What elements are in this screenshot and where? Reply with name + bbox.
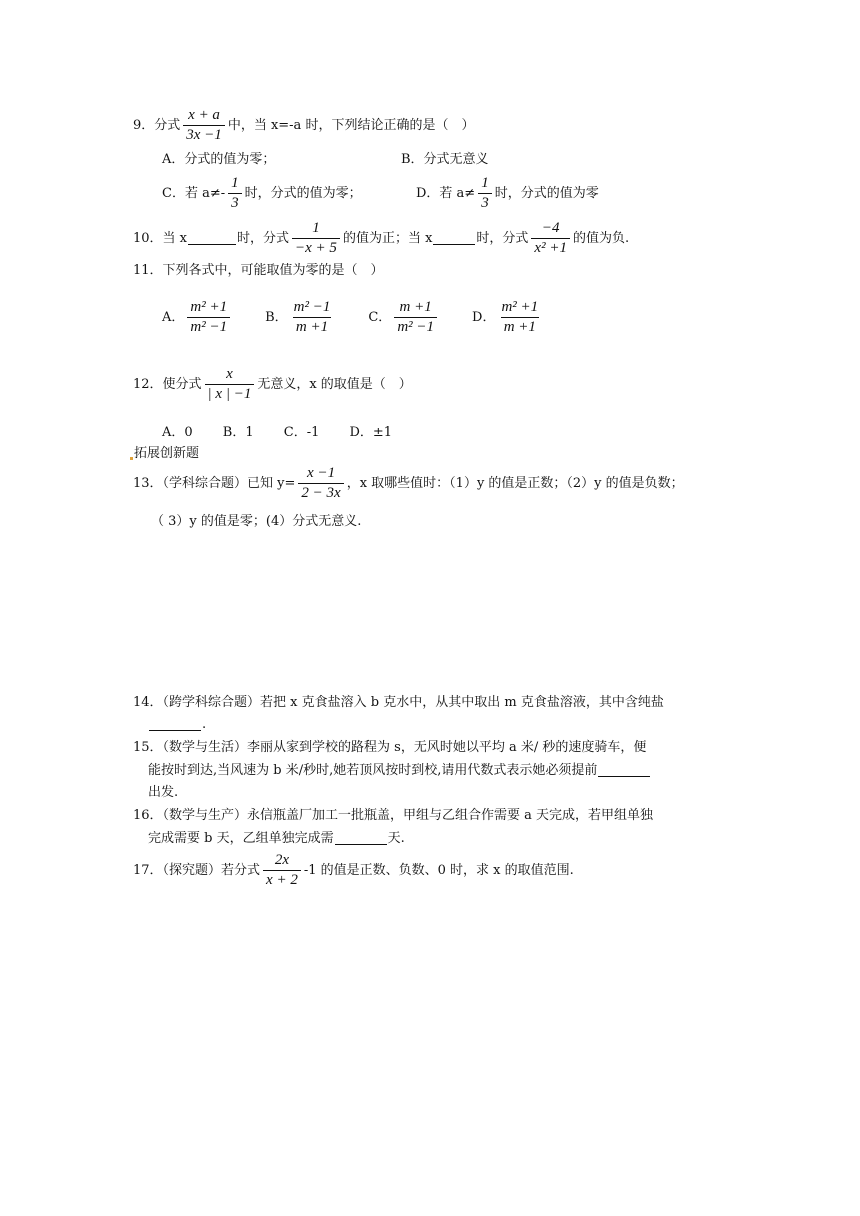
q12-stem — [133, 367, 412, 402]
q9-fraction — [183, 108, 225, 143]
q9-prefix: 9．分式 — [133, 118, 181, 133]
q10-part2: 时，分式 — [237, 231, 290, 246]
q9-option-c-post: 时，分式的值为零； — [244, 186, 362, 201]
q9-option-c-fraction — [228, 176, 242, 211]
q9-option-d — [416, 176, 599, 211]
q17-prefix: 17．（探究题）若分式 — [133, 863, 261, 878]
q9-option-c-num: 1 — [231, 175, 239, 191]
q17-frac-den: x + 2 — [263, 870, 301, 888]
q10 — [133, 221, 629, 256]
section-title — [129, 447, 199, 460]
q14-blank[interactable] — [149, 718, 201, 731]
q11-option-b-label: B． — [265, 310, 288, 325]
q11-stem — [133, 264, 384, 277]
q11-option-a-fraction — [187, 300, 230, 335]
q12-prefix: 12．使分式 — [133, 377, 202, 392]
q11-option-d-fraction — [498, 300, 541, 335]
q9-option-d-fraction — [478, 176, 492, 211]
q9-option-b-text: B．分式无意义 — [401, 152, 489, 167]
q9-frac-num: x + a — [188, 107, 220, 123]
q11-text: 11．下列各式中，可能取值为零的是（ ） — [133, 263, 384, 278]
q9-option-c-den: 3 — [228, 193, 242, 211]
q11-options — [162, 300, 544, 335]
section-title-text: 拓展创新题 — [134, 446, 200, 461]
q12-suffix: 无意义，x 的取值是（ ） — [257, 377, 412, 392]
q15-blank[interactable] — [598, 764, 650, 777]
edit-mark-icon — [130, 457, 133, 460]
q14-line2-end: . — [202, 717, 207, 732]
q11-c-den: m² −1 — [394, 317, 437, 335]
q9-frac-den: 3x −1 — [183, 125, 225, 143]
q14-line2 — [148, 718, 206, 731]
q10-part5: 的值为负. — [572, 231, 630, 246]
q16-blank[interactable] — [335, 832, 387, 845]
q13-fraction — [298, 466, 343, 501]
q12-options-text: A．0 B．1 C．-1 D．±1 — [162, 425, 393, 440]
q10-blank-1[interactable] — [188, 232, 236, 245]
q12-frac-den: | x | −1 — [205, 384, 255, 402]
q11-option-a-label: A． — [162, 310, 185, 325]
q9-option-a-text: A．分式的值为零； — [162, 152, 276, 167]
q17-suffix: -1 的值是正数、负数、0 时，求 x 的取值范围. — [303, 863, 574, 878]
q11-b-den: m +1 — [293, 317, 331, 335]
q9-option-a — [162, 153, 275, 166]
q12-frac-num: x — [226, 366, 233, 382]
q16-line1 — [133, 809, 653, 822]
q9-option-d-num: 1 — [481, 175, 489, 191]
q10-part1: 当 x — [162, 231, 188, 246]
q10-frac2-den: x² +1 — [531, 238, 570, 256]
q9-option-c-pre: C．若 a≠- — [162, 186, 226, 201]
q15-line1 — [133, 741, 646, 754]
q13-line2-text: （ 3）y 的值是零；(4）分式无意义. — [151, 514, 362, 529]
q13-frac-den: 2 − 3x — [298, 483, 343, 501]
q9-option-d-pre: D．若 a≠ — [416, 186, 476, 201]
q17-stem — [133, 853, 574, 888]
q10-fraction-2 — [531, 221, 570, 256]
q10-blank-2[interactable] — [433, 232, 475, 245]
q9-option-c — [162, 176, 362, 211]
q16-line2 — [148, 832, 405, 845]
q9-stem — [133, 108, 474, 143]
q12-fraction — [205, 367, 255, 402]
q13-frac-num: x −1 — [307, 465, 336, 481]
q11-b-num: m² −1 — [293, 299, 331, 315]
q11-option-c-fraction — [394, 300, 437, 335]
q15-line2 — [148, 764, 651, 777]
q17-frac-num: 2x — [274, 852, 290, 868]
q11-option-b-fraction — [291, 300, 334, 335]
q11-d-den: m +1 — [501, 317, 539, 335]
q13-line2 — [151, 515, 361, 528]
q10-frac1-num: 1 — [312, 220, 320, 236]
q11-c-num: m +1 — [399, 299, 432, 315]
q10-part3: 的值为正；当 x — [342, 231, 433, 246]
q10-frac2-num: −4 — [541, 220, 560, 236]
q11-a-num: m² +1 — [190, 299, 228, 315]
q9-option-b — [401, 153, 489, 166]
q16-line2-post: 天. — [387, 831, 405, 846]
q9-option-d-post: 时，分式的值为零 — [494, 186, 599, 201]
q15-line3-text: 出发. — [148, 785, 179, 800]
q16-line1-text: 16．（数学与生产）永信瓶盖厂加工一批瓶盖，甲组与乙组合作需要 a 天完成，若甲组单独 — [133, 808, 654, 823]
q14-line1-text: 14．（跨学科综合题）若把 x 克食盐溶入 b 克水中，从其中取出 m 克食盐溶液，其中含纯盐 — [133, 695, 664, 710]
q15-line3 — [148, 786, 178, 799]
q11-option-c-label: C． — [368, 310, 392, 325]
q11-d-num: m² +1 — [501, 299, 539, 315]
q10-part4: 时，分式 — [476, 231, 529, 246]
q9-option-d-den: 3 — [478, 193, 492, 211]
q12-options — [162, 426, 392, 439]
q17-fraction — [263, 853, 301, 888]
q13-prefix: 13．（学科综合题）已知 y= — [133, 476, 296, 491]
q10-number: 10． — [133, 231, 163, 246]
q10-frac1-den: −x + 5 — [292, 238, 340, 256]
q11-a-den: m² −1 — [187, 317, 230, 335]
q13-suffix: ，x 取哪些值时：（1）y 的值是正数；（2）y 的值是负数； — [346, 476, 684, 491]
q11-option-d-label: D． — [472, 310, 496, 325]
q15-line2-text: 能按时到达,当风速为 b 米/秒时,她若顶风按时到校,请用代数式表示她必须提前 — [148, 763, 598, 778]
q10-fraction-1 — [292, 221, 340, 256]
q9-suffix: 中，当 x=-a 时，下列结论正确的是（ ） — [227, 118, 475, 133]
q14-line1 — [133, 696, 664, 709]
q16-line2-pre: 完成需要 b 天，乙组单独完成需 — [148, 831, 334, 846]
q13-stem — [133, 466, 684, 501]
q15-line1-text: 15．（数学与生活）李丽从家到学校的路程为 s，无风时她以平均 a 米/ 秒的速度骑车，便 — [133, 740, 647, 755]
